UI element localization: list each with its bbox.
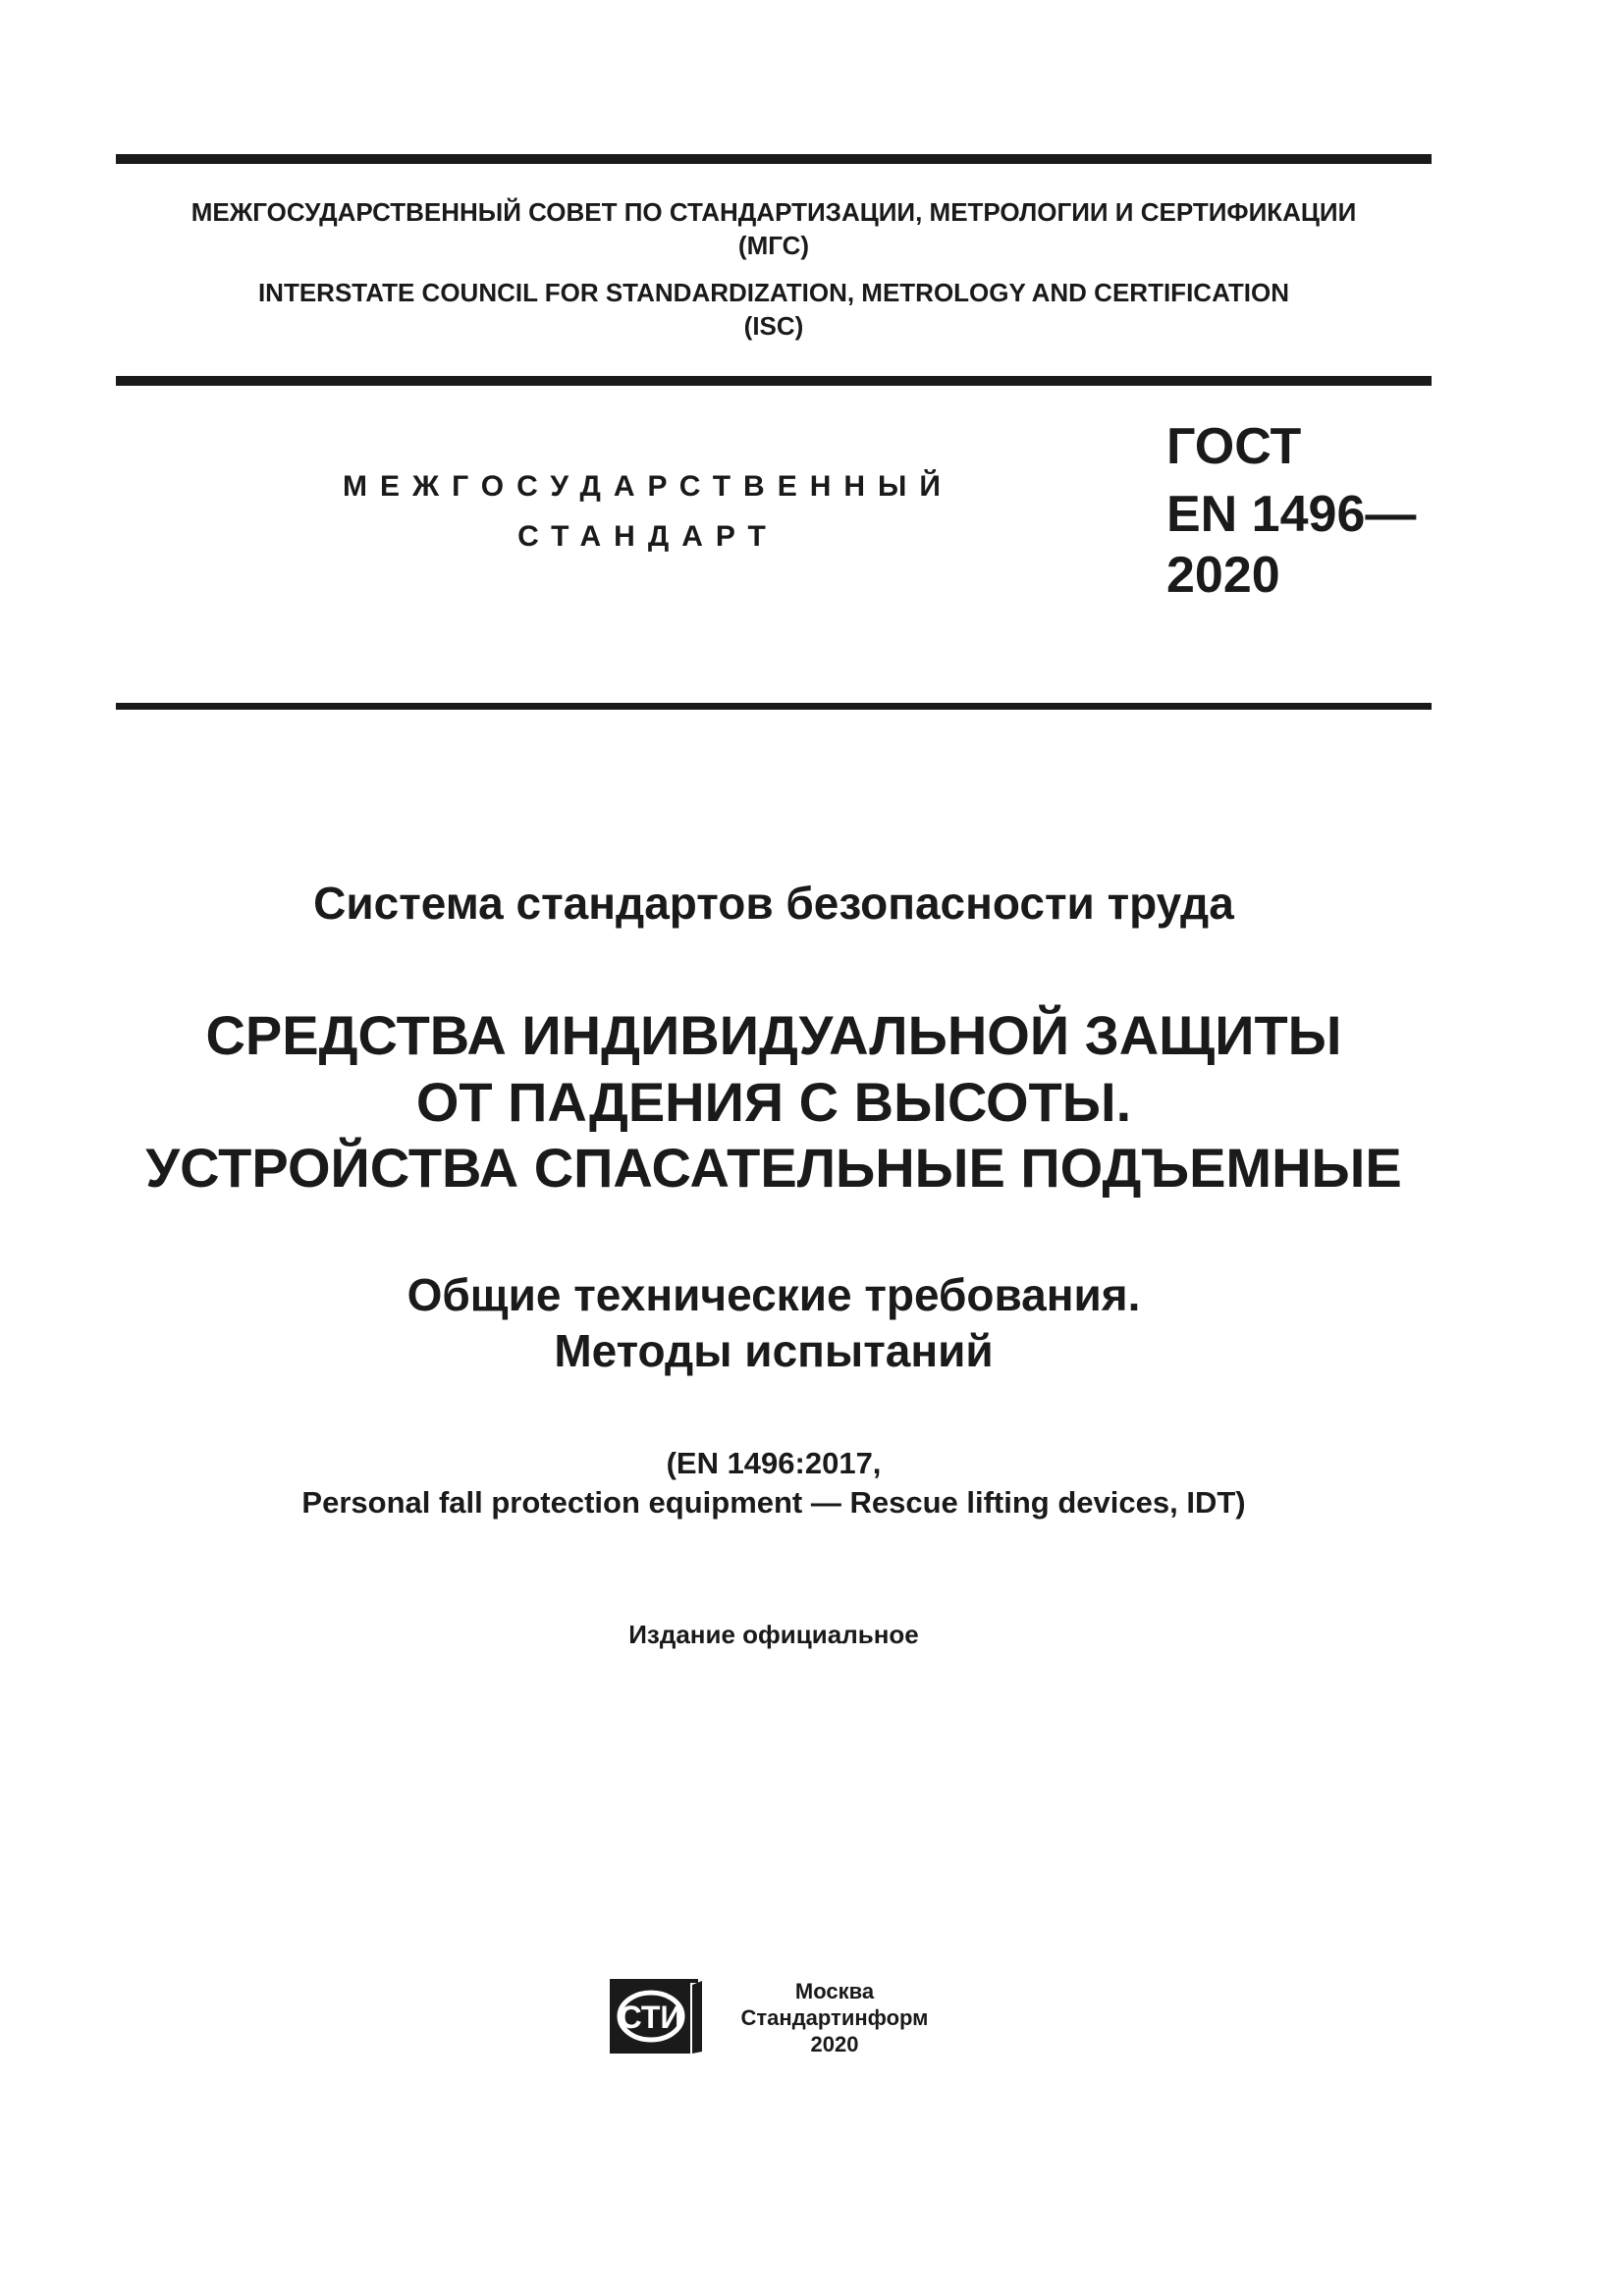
council-name-ru: МЕЖГОСУДАРСТВЕННЫЙ СОВЕТ ПО СТАНДАРТИЗАЦИИ, МЕТРОЛОГИИ И СЕРТИФИКАЦИИ [190,197,1357,227]
main-title-line1: СРЕДСТВА ИНДИВИДУАЛЬНОЙ ЗАЩИТЫ [205,1004,1342,1066]
main-title-line2: ОТ ПАДЕНИЯ С ВЫСОТЫ. [415,1071,1132,1133]
reference-line2: Personal fall protection equipment — Rescue lifting devices, IDT) [301,1485,1246,1520]
main-title-line3: УСТРОЙСТВА СПАСАТЕЛЬНЫЕ ПОДЪЕМНЫЕ [145,1137,1402,1199]
standard-code-line1: ГОСТ [1166,418,1302,475]
standard-code-line3: 2020 [1166,547,1280,604]
publisher-name: Стандартинформ [740,2005,929,2030]
publisher-city: Москва [794,1979,875,2003]
series-title: Система стандартов безопасности труда [313,878,1234,929]
subtitle-line2: Методы испытаний [554,1325,994,1376]
edition-note: Издание официальное [628,1620,919,1649]
header-rule [116,376,1432,386]
standard-type-line2: СТАНДАРТ [517,520,779,553]
divider-rule [116,703,1432,710]
publisher-logo-icon [610,1979,704,2054]
publisher-year: 2020 [810,2032,859,2056]
council-abbr-ru: (МГС) [737,231,810,260]
council-abbr-en: (ISC) [743,311,804,341]
top-rule [116,154,1432,164]
council-name-en: INTERSTATE COUNCIL FOR STANDARDIZATION, METROLOGY AND CERTIFICATION [257,278,1290,307]
reference-line1: (EN 1496:2017, [666,1446,882,1480]
publisher-logo-text: СТИ [619,2000,683,2035]
standard-code-line2: EN 1496— [1166,486,1417,543]
subtitle-line1: Общие технические требования. [406,1269,1141,1320]
standard-type-line1: МЕЖГОСУДАРСТВЕННЫЙ [343,470,953,503]
